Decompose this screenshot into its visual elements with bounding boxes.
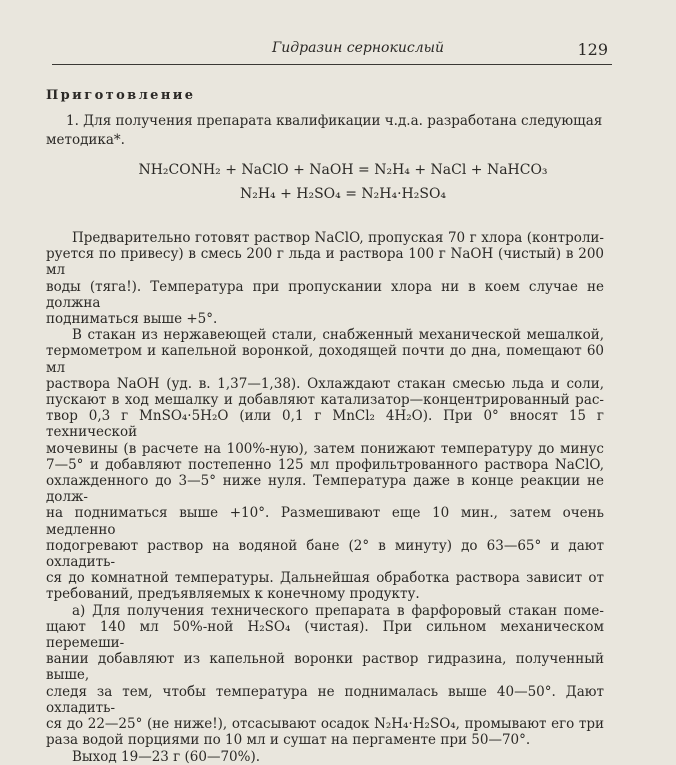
page-number: 129	[577, 40, 608, 59]
text-line: следя за тем, чтобы температура не поднималась выше 40—50°. Дают охладить-	[46, 683, 604, 716]
text-line: твор 0,3 г MnSO₄·5H₂O (или 0,1 г MnCl₂ 4H₂O). При 0° вносят 15 г технической	[46, 408, 604, 441]
text-line: Предварительно готовят раствор NaClO, пропуская 70 г хлора (контроли-	[72, 230, 604, 246]
intro-line-1: 1. Для получения препарата квалификации ч.д.а. разработана следующая	[66, 113, 603, 129]
text-line: охлажденного до 3—5° ниже нуля. Температура даже в конце реакции не долж-	[46, 473, 604, 506]
text-line: на подниматься выше +10°. Размешивают еще 10 мин., затем очень медленно	[46, 505, 604, 538]
text-line: раствора NaOH (уд. в. 1,37—1,38). Охлаждают стакан смесью льда и соли,	[46, 375, 604, 392]
section-heading: Приготовление	[46, 88, 196, 103]
text-line: ся до 22—25° (не ниже!), отсасывают осадок N₂H₄·H₂SO₄, промывают его три	[46, 716, 604, 733]
text-line: термометром и капельной воронкой, доходящей почти до дна, помещают 60 мл	[46, 343, 604, 376]
text-line: пускают в ход мешалку и добавляют катализатор—концентрированный рас-	[46, 392, 604, 409]
text-line: подниматься выше +5°.	[46, 311, 218, 328]
running-header-title: Гидразин сернокислый	[271, 40, 445, 56]
text-line: В стакан из нержавеющей стали, снабженный механической мешалкой,	[72, 327, 604, 344]
text-line: 7—5° и добавляют постепенно 125 мл профильтрованного раствора NaClO,	[46, 456, 604, 473]
text-line: воды (тяга!). Температура при пропускании хлора ни в коем случае не должна	[46, 278, 604, 311]
procedure-text	[46, 230, 604, 765]
text-line: подогревают раствор на водяной бане (2° в минуту) до 63—65° и дают охладить-	[46, 537, 604, 571]
equation-2: N₂H₄ + H₂SO₄ = N₂H₄·H₂SO₄	[239, 186, 447, 202]
text-line: Выход 19—23 г (60—70%).	[72, 748, 261, 765]
header-rule	[52, 64, 612, 65]
text-line: руется по привесу) в смесь 200 г льда и раствора 100 г NaOH (чистый) в 200 мл	[46, 246, 604, 279]
text-line: вании добавляют из капельной воронки раствор гидразина, полученный выше,	[46, 651, 604, 684]
text-line: ся до комнатной температуры. Дальнейшая обработка раствора зависит от	[46, 570, 604, 587]
text-line: раза водой порциями по 10 мл и сушат на пергаменте при 50—70°.	[46, 732, 531, 749]
text-line: требований, предъявляемых к конечному продукту.	[46, 586, 420, 603]
text-line: щают 140 мл 50%-ной H₂SO₄ (чистая). При сильном механическом перемеши-	[46, 618, 604, 652]
text-line: мочевины (в расчете на 100%-ную), затем понижают температуру до минус	[46, 440, 604, 457]
equation-1: NH₂CONH₂ + NaClO + NaOH = N₂H₄ + NaCl + NaHCO₃	[138, 162, 548, 178]
intro-paragraph	[46, 112, 612, 150]
text-line: а) Для получения технического препарата в фарфоровый стакан поме-	[72, 602, 604, 619]
intro-line-2: методика*.	[46, 132, 125, 148]
